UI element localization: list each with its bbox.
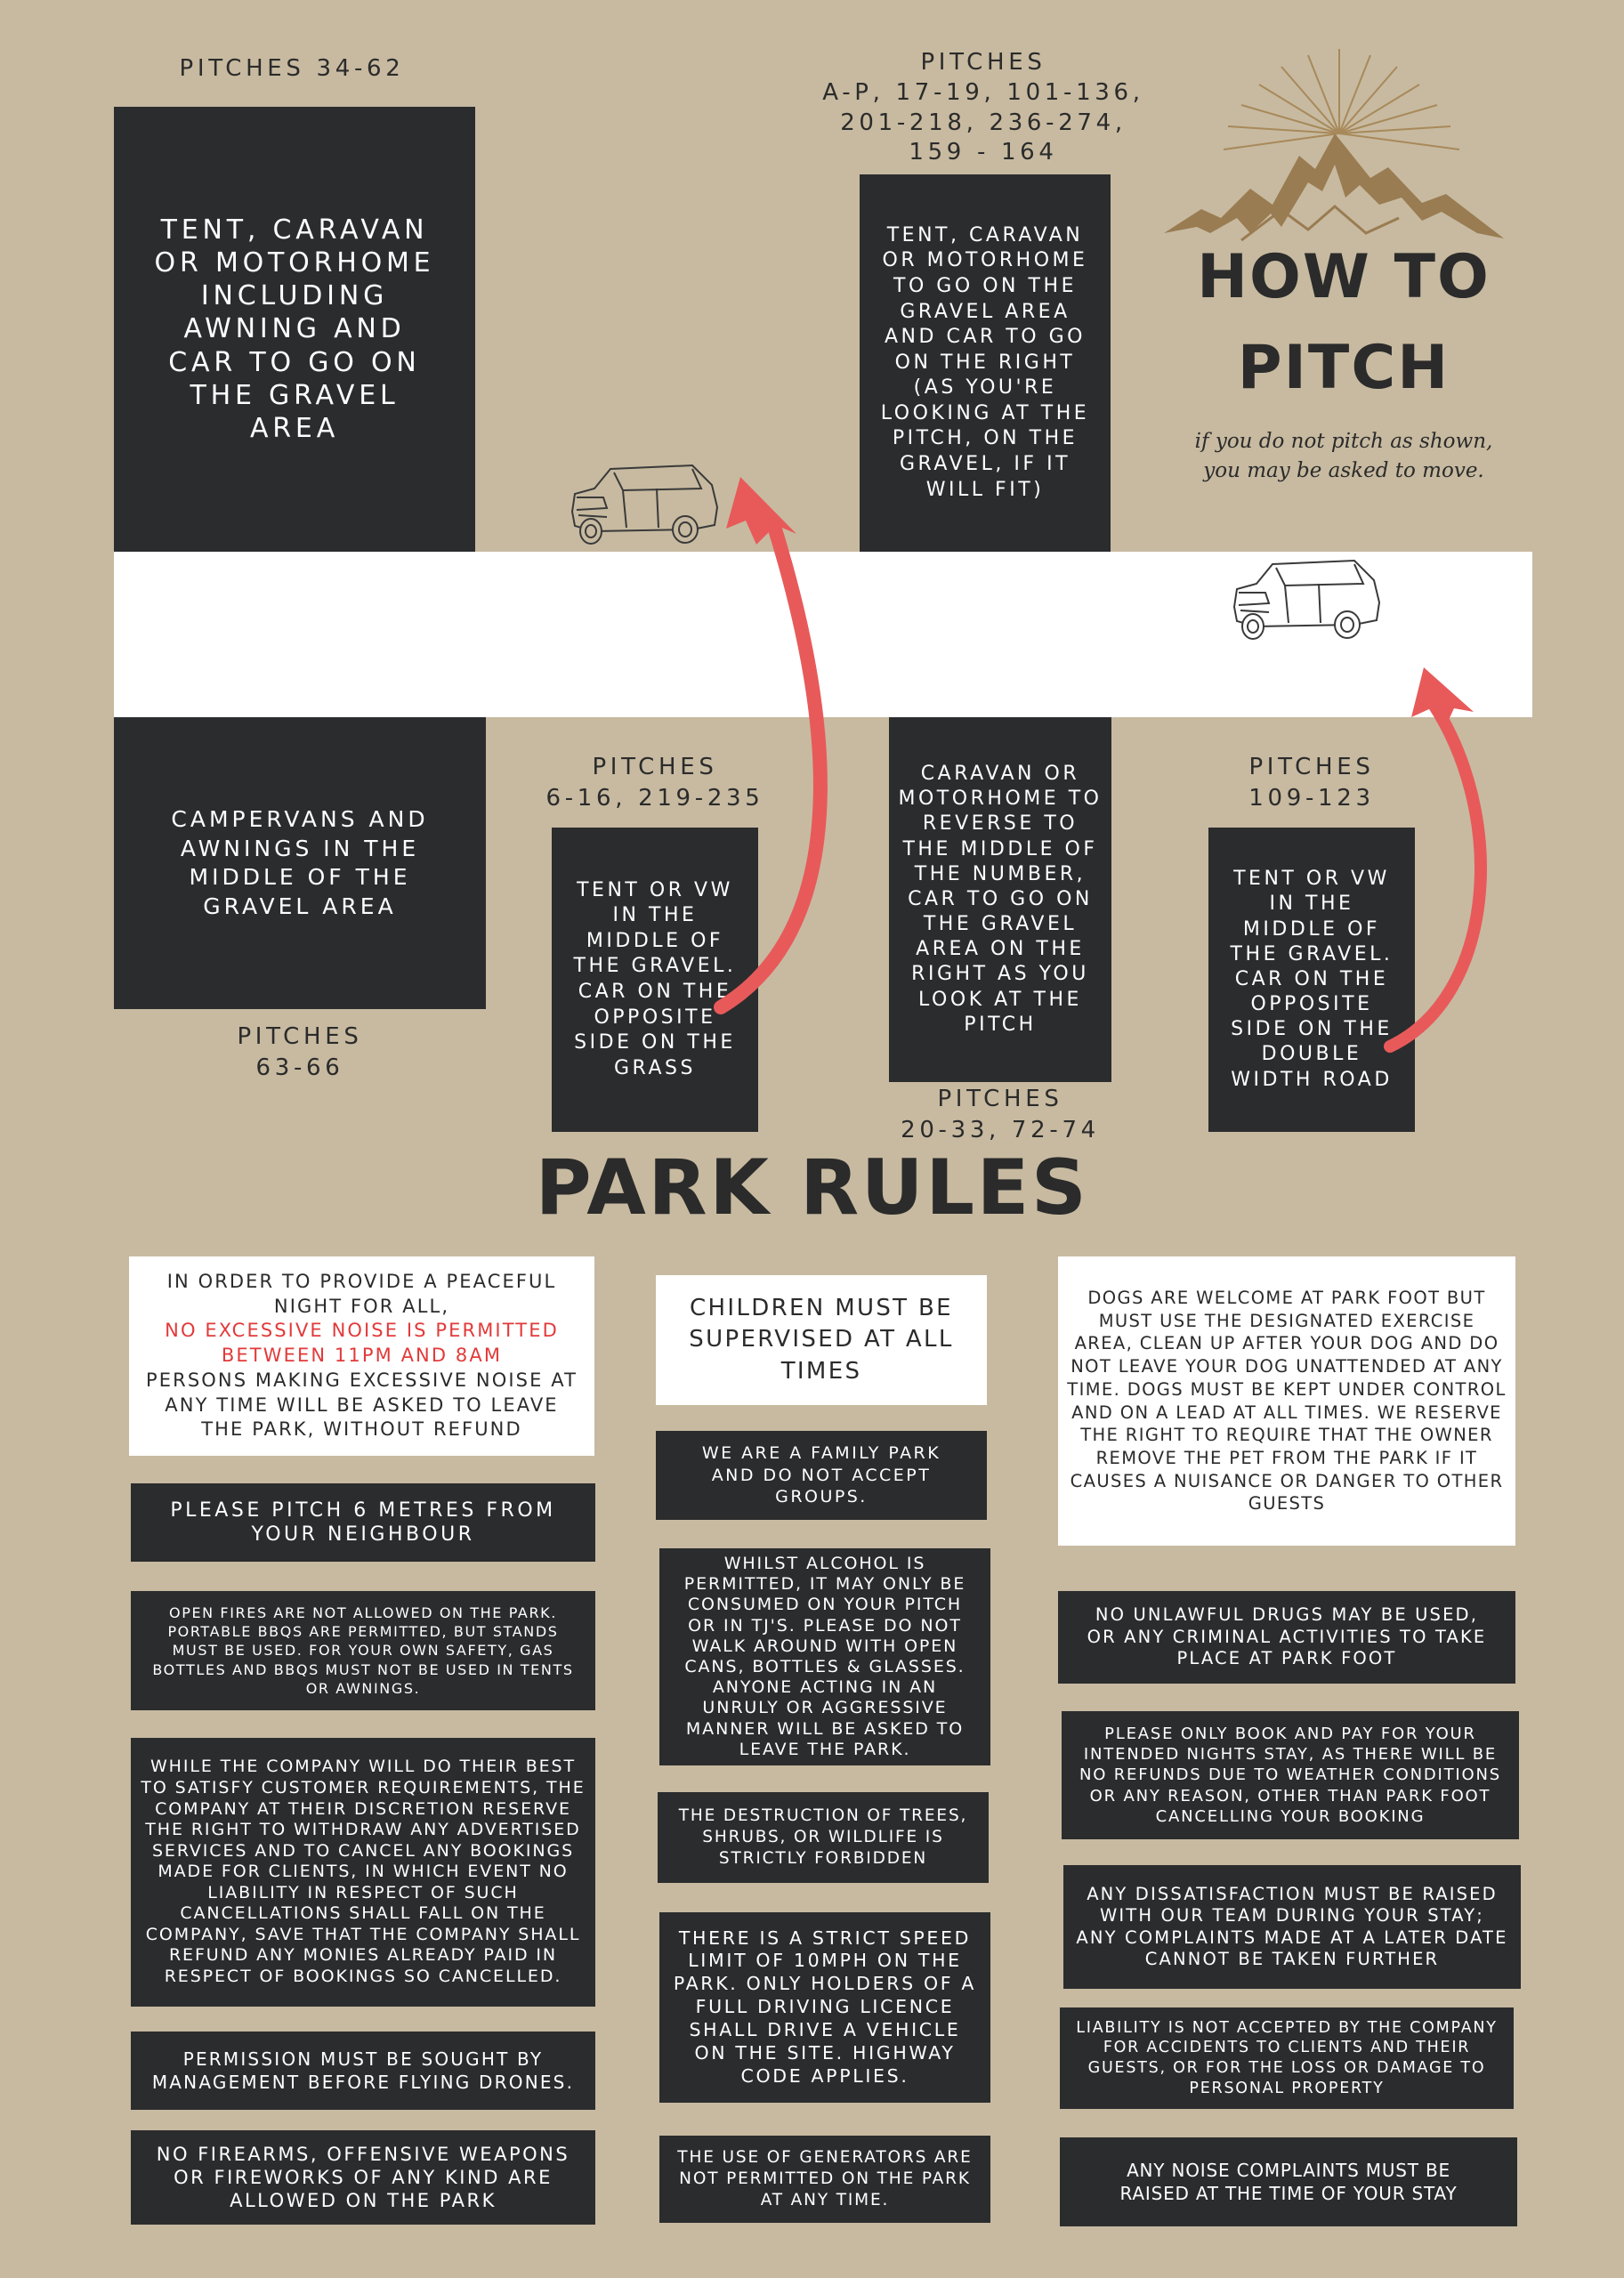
- pitch-box-109-123: TENT OR VW IN THE MIDDLE OF THE GRAVEL. CAR ON THE OPPOSITE SIDE ON THE DOUBLE WIDTH ROAD: [1208, 828, 1415, 1132]
- rule-generators: THE USE OF GENERATORS ARE NOT PERMITTED ON THE PARK AT ANY TIME.: [659, 2136, 990, 2223]
- rule-noise-complaints: ANY NOISE COMPLAINTS MUST BE RAISED AT THE TIME OF YOUR STAY: [1060, 2137, 1517, 2226]
- rule-drugs: NO UNLAWFUL DRUGS MAY BE USED, OR ANY CRIMINAL ACTIVITIES TO TAKE PLACE AT PARK FOOT: [1058, 1591, 1515, 1684]
- rule-liability: LIABILITY IS NOT ACCEPTED BY THE COMPANY FOR ACCIDENTS TO CLIENTS AND THEIR GUESTS, OR FOR THE LOSS OR DAMAGE TO PERSONAL PROPERTY: [1060, 2007, 1514, 2109]
- pitches-6-16-label: PITCHES 6-16, 219-235: [545, 754, 764, 812]
- rule-trees: THE DESTRUCTION OF TREES, SHRUBS, OR WILDLIFE IS STRICTLY FORBIDDEN: [658, 1792, 989, 1883]
- rule-speed: THERE IS A STRICT SPEED LIMIT OF 10MPH ON THE PARK. ONLY HOLDERS OF A FULL DRIVING LICENCE SHALL DRIVE A VEHICLE ON THE SITE. HIGHWAY CODE APPLIES.: [659, 1912, 990, 2103]
- rule-firearms: NO FIREARMS, OFFENSIVE WEAPONS OR FIREWORKS OF ANY KIND ARE ALLOWED ON THE PARK: [131, 2130, 595, 2225]
- rule-children: CHILDREN MUST BE SUPERVISED AT ALL TIMES: [656, 1275, 987, 1405]
- pitches-20-33-label: PITCHES 20-33, 72-74: [901, 1086, 1100, 1144]
- rule-company: WHILE THE COMPANY WILL DO THEIR BEST TO SATISFY CUSTOMER REQUIREMENTS, THE COMPANY AT THEIR DISCRETION RESERVE THE RIGHT TO WITHDRAW ANY ADVERTISED SERVICES AND TO CANCEL ANY BOOKINGS MADE FOR CLIENTS, IN WHICH EVENT NO LIABILITY IN RESPECT OF SUCH CANCELLATIONS SHALL FALL ON THE COMPANY, SAVE THAT THE COMPANY SHALL REFUND ANY MONIES ALREADY PAID IN RESPECT OF BOOKINGS SO CANCELLED.: [131, 1738, 595, 2007]
- pitch-box-6-16: TENT OR VW IN THE MIDDLE OF THE GRAVEL. CAR ON THE OPPOSITE SIDE ON THE GRASS: [552, 828, 758, 1132]
- road: [114, 552, 1532, 717]
- pitches-34-62-label: PITCHES 34-62: [179, 55, 405, 82]
- pitch-box-a-p: TENT, CARAVAN OR MOTORHOME TO GO ON THE GRAVEL AREA AND CAR TO GO ON THE RIGHT (AS YOU'RE LOOKING AT THE PITCH, ON THE GRAVEL, IF IT WILL FIT): [860, 174, 1111, 552]
- pitches-a-p-label: PITCHES A-P, 17-19, 101-136, 201-218, 236-274, 159 - 164: [822, 49, 1144, 166]
- park-rules-title: PARK RULES: [535, 1143, 1089, 1232]
- rule-fires: OPEN FIRES ARE NOT ALLOWED ON THE PARK. PORTABLE BBQS ARE PERMITTED, BUT STANDS MUST BE USED. FOR YOUR OWN SAFETY, GAS BOTTLES AND BBQS MUST NOT BE USED IN TENTS OR AWNINGS.: [131, 1591, 595, 1710]
- rule-family: WE ARE A FAMILY PARK AND DO NOT ACCEPT GROUPS.: [656, 1431, 987, 1520]
- how-to-subtitle: if you do not pitch as shown, you may be asked to move.: [1194, 430, 1493, 483]
- pitch-box-34-62: TENT, CARAVAN OR MOTORHOME INCLUDING AWNING AND CAR TO GO ON THE GRAVEL AREA: [114, 107, 475, 552]
- how-to-title-line: HOW TO: [1197, 242, 1491, 312]
- pitch-title-line: PITCH: [1237, 333, 1450, 403]
- rule-neighbour: PLEASE PITCH 6 METRES FROM YOUR NEIGHBOUR: [131, 1483, 595, 1562]
- rule-alcohol: WHILST ALCOHOL IS PERMITTED, IT MAY ONLY BE CONSUMED ON YOUR PITCH OR IN TJ'S. PLEASE DO NOT WALK AROUND WITH OPEN CANS, BOTTLES & GLASSES. ANYONE ACTING IN AN UNRULY OR AGGRESSIVE MANNER WILL BE ASKED TO LEAVE THE PARK.: [659, 1548, 990, 1765]
- pitch-box-20-33: CARAVAN OR MOTORHOME TO REVERSE TO THE MIDDLE OF THE NUMBER, CAR TO GO ON THE GRAVEL AREA ON THE RIGHT AS YOU LOOK AT THE PITCH: [889, 717, 1111, 1082]
- rule-dissatisfaction: ANY DISSATISFACTION MUST BE RAISED WITH OUR TEAM DURING YOUR STAY; ANY COMPLAINTS MADE AT A LATER DATE CANNOT BE TAKEN FURTHER: [1063, 1865, 1521, 1989]
- pitch-box-63-66: CAMPERVANS AND AWNINGS IN THE MIDDLE OF THE GRAVEL AREA: [114, 717, 486, 1009]
- pitches-109-123-label: PITCHES 109-123: [1248, 754, 1375, 812]
- suv-car-icon: [572, 465, 717, 544]
- rule-dogs: DOGS ARE WELCOME AT PARK FOOT BUT MUST USE THE DESIGNATED EXERCISE AREA, CLEAN UP AFTER YOUR DOG AND DO NOT LEAVE YOUR DOG UNATTENDED AT ANY TIME. DOGS MUST BE KEPT UNDER CONTROL AND ON A LEAD AT ALL TIMES. WE RESERVE THE RIGHT TO REQUIRE THAT THE OWNER REMOVE THE PET FROM THE PARK IF IT CAUSES A NUISANCE OR DANGER TO OTHER GUESTS: [1058, 1256, 1515, 1546]
- rule-noise: IN ORDER TO PROVIDE A PEACEFUL NIGHT FOR ALL, NO EXCESSIVE NOISE IS PERMITTED BETWEEN 11PM AND 8AM PERSONS MAKING EXCESSIVE NOISE AT ANY TIME WILL BE ASKED TO LEAVE THE PARK, WITHOUT REFUND: [129, 1256, 594, 1456]
- rule-drones: PERMISSION MUST BE SOUGHT BY MANAGEMENT BEFORE FLYING DRONES.: [131, 2032, 595, 2110]
- pitches-63-66-label: PITCHES 63-66: [237, 1023, 363, 1082]
- rule-booking: PLEASE ONLY BOOK AND PAY FOR YOUR INTENDED NIGHTS STAY, AS THERE WILL BE NO REFUNDS DUE TO WEATHER CONDITIONS OR ANY REASON, OTHER THAN PARK FOOT CANCELLING YOUR BOOKING: [1062, 1711, 1519, 1839]
